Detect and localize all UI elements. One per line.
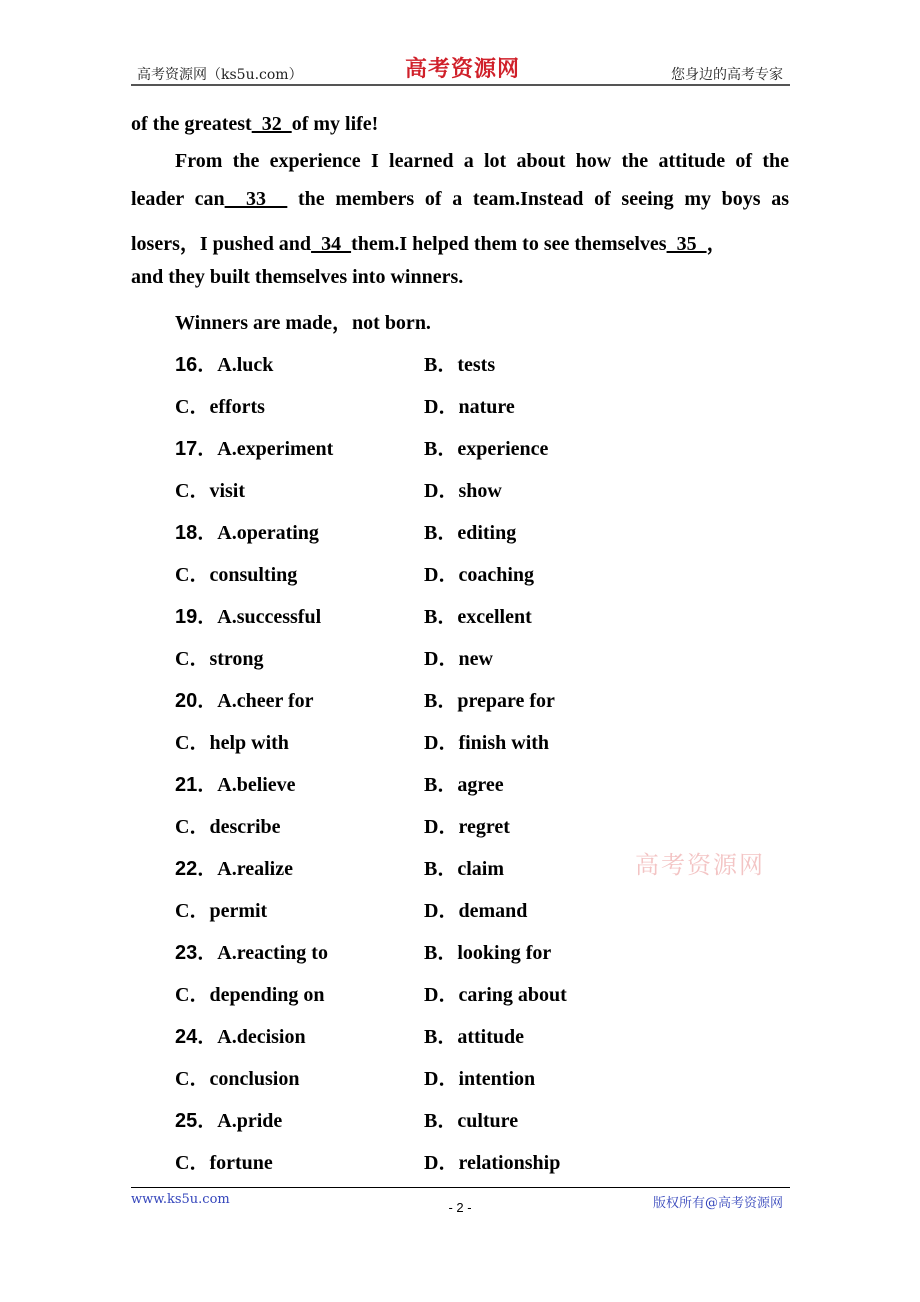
text: the members of a team.Instead of seeing my boys as bbox=[287, 188, 790, 210]
option-a-text: A.cheer for bbox=[217, 690, 314, 712]
option-a-text: A.believe bbox=[217, 774, 296, 796]
passage-line bbox=[131, 188, 789, 211]
option-c: C．visit bbox=[175, 480, 245, 502]
option-a-text: A.luck bbox=[217, 354, 274, 376]
passage-line: Winners are made，not born. bbox=[175, 312, 431, 334]
header-right: 您身边的高考专家 bbox=[671, 67, 783, 83]
option-b: B．claim bbox=[424, 858, 504, 880]
option-d: D．coaching bbox=[424, 564, 534, 586]
text: losers，I pushed and bbox=[131, 233, 312, 255]
option-d: D．regret bbox=[424, 816, 510, 838]
option-b: B．attitude bbox=[424, 1026, 524, 1048]
option-a-text: A.operating bbox=[217, 522, 319, 544]
blank-33: 33 bbox=[224, 188, 288, 210]
passage-line: and they built themselves into winners. bbox=[131, 266, 464, 288]
question-number: 25． bbox=[175, 1110, 218, 1132]
page-number: - 2 - bbox=[448, 1200, 472, 1215]
question-number: 18． bbox=[175, 522, 218, 544]
text: of my life! bbox=[291, 113, 379, 135]
option-c: C．consulting bbox=[175, 564, 298, 586]
option-a-text: A.decision bbox=[217, 1026, 306, 1048]
passage-line bbox=[131, 113, 789, 136]
option-b: B．excellent bbox=[424, 606, 532, 628]
option-d: D．new bbox=[424, 648, 493, 670]
option-d: D．relationship bbox=[424, 1152, 561, 1174]
blank-32: 32 bbox=[251, 113, 292, 135]
option-d: D．nature bbox=[424, 396, 515, 418]
option-c: C．describe bbox=[175, 816, 281, 838]
option-a bbox=[175, 684, 314, 713]
footer-left: www.ks5u.com bbox=[131, 1192, 230, 1207]
header-left: 高考资源网（ks5u.com） bbox=[137, 67, 303, 83]
text: of the greatest bbox=[131, 113, 252, 135]
text: leader can bbox=[131, 188, 225, 210]
question-number: 16． bbox=[175, 354, 218, 376]
option-b: B．looking for bbox=[424, 942, 552, 964]
header-logo: 高考资源网 bbox=[405, 56, 521, 82]
option-a bbox=[175, 768, 296, 797]
option-d: D．finish with bbox=[424, 732, 550, 754]
question-number: 21． bbox=[175, 774, 218, 796]
option-a bbox=[175, 432, 333, 461]
option-b: B．experience bbox=[424, 438, 549, 460]
question-number: 20． bbox=[175, 690, 218, 712]
question-number: 23． bbox=[175, 942, 218, 964]
option-d: D．intention bbox=[424, 1068, 536, 1090]
option-b: B．culture bbox=[424, 1110, 519, 1132]
option-a-text: A.successful bbox=[217, 606, 322, 628]
option-d: D．caring about bbox=[424, 984, 567, 1006]
text: them.I helped them to see themselves bbox=[351, 233, 667, 255]
option-b: B．agree bbox=[424, 774, 504, 796]
option-a-text: A.experiment bbox=[217, 438, 334, 460]
option-c: C．conclusion bbox=[175, 1068, 300, 1090]
option-a bbox=[175, 516, 319, 545]
option-a bbox=[175, 600, 321, 629]
footer-rule bbox=[131, 1187, 790, 1188]
option-a bbox=[175, 348, 273, 377]
option-c: C．depending on bbox=[175, 984, 325, 1006]
header-rule bbox=[131, 84, 790, 86]
option-a bbox=[175, 1020, 306, 1049]
text: ， bbox=[706, 233, 727, 255]
option-a bbox=[175, 936, 328, 965]
option-a bbox=[175, 852, 293, 881]
option-b: B．tests bbox=[424, 354, 496, 376]
option-a-text: A.realize bbox=[217, 858, 293, 880]
blank-34: 34 bbox=[311, 233, 352, 255]
passage-line: From the experience I learned a lot about how the attitude of the bbox=[175, 150, 789, 172]
option-c: C．permit bbox=[175, 900, 268, 922]
watermark: 高考资源网 bbox=[635, 851, 765, 879]
option-a-text: A.pride bbox=[217, 1110, 283, 1132]
passage-line bbox=[131, 227, 789, 256]
option-d: D．show bbox=[424, 480, 502, 502]
option-b: B．prepare for bbox=[424, 690, 555, 712]
option-a-text: A.reacting to bbox=[217, 942, 328, 964]
blank-35: 35 bbox=[666, 233, 707, 255]
option-c: C．efforts bbox=[175, 396, 265, 418]
option-d: D．demand bbox=[424, 900, 528, 922]
option-c: C．help with bbox=[175, 732, 289, 754]
footer-right: 版权所有@高考资源网 bbox=[652, 1196, 783, 1211]
question-number: 19． bbox=[175, 606, 218, 628]
option-b: B．editing bbox=[424, 522, 517, 544]
question-number: 17． bbox=[175, 438, 218, 460]
question-number: 24． bbox=[175, 1026, 218, 1048]
question-number: 22． bbox=[175, 858, 218, 880]
option-a bbox=[175, 1104, 282, 1133]
option-c: C．fortune bbox=[175, 1152, 273, 1174]
option-c: C．strong bbox=[175, 648, 264, 670]
